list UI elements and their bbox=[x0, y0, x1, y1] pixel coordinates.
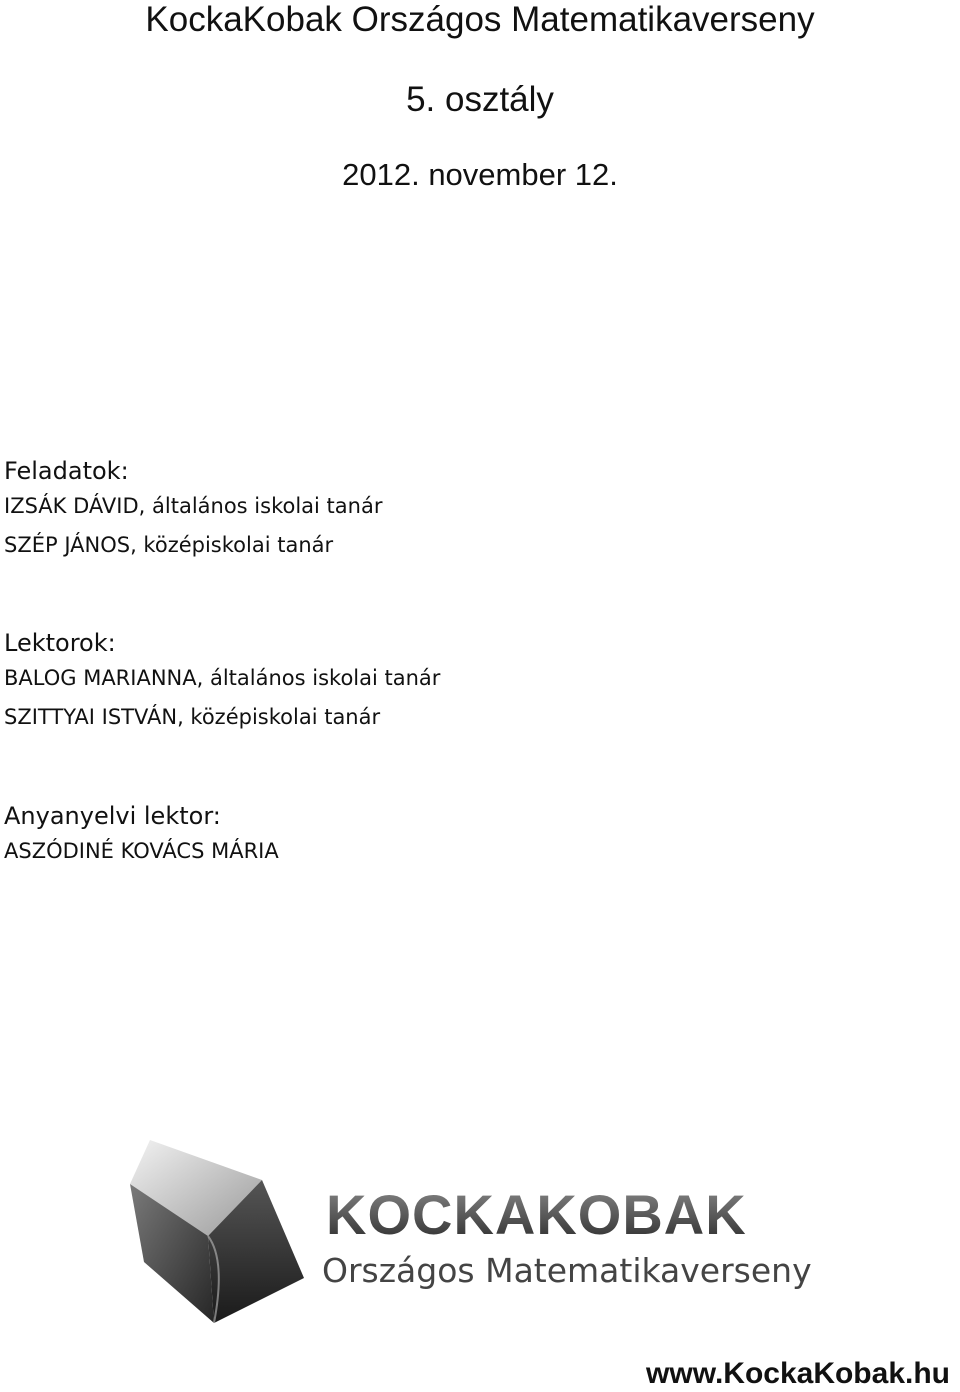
language-reviewer-heading: Anyanyelvi lektor: bbox=[4, 802, 221, 830]
cube-logo-icon bbox=[130, 1138, 870, 1323]
tasks-heading: Feladatok: bbox=[4, 457, 129, 485]
kockakobak-logo bbox=[130, 1138, 870, 1328]
task-author: SZÉP JÁNOS, középiskolai tanár bbox=[4, 533, 334, 557]
reviewer: SZITTYAI ISTVÁN, középiskolai tanár bbox=[4, 705, 381, 729]
logo-tagline: Országos Matematikaverseny bbox=[322, 1251, 812, 1290]
website-link[interactable]: www.KockaKobak.hu bbox=[646, 1357, 950, 1390]
reviewer: BALOG MARIANNA, általános iskolai tanár bbox=[4, 666, 441, 690]
credits-section bbox=[4, 455, 440, 869]
reviewers-heading: Lektorok: bbox=[4, 629, 116, 657]
language-reviewer-name: ASZÓDINÉ KOVÁCS MÁRIA bbox=[4, 839, 279, 863]
grade-label: 5. osztály bbox=[406, 80, 554, 119]
competition-date: 2012. november 12. bbox=[342, 157, 618, 192]
task-author: IZSÁK DÁVID, általános iskolai tanár bbox=[4, 494, 383, 518]
document-title: KockaKobak Országos Matematikaverseny bbox=[145, 0, 815, 39]
logo-wordmark: KOCKAKOBAK bbox=[326, 1183, 747, 1246]
